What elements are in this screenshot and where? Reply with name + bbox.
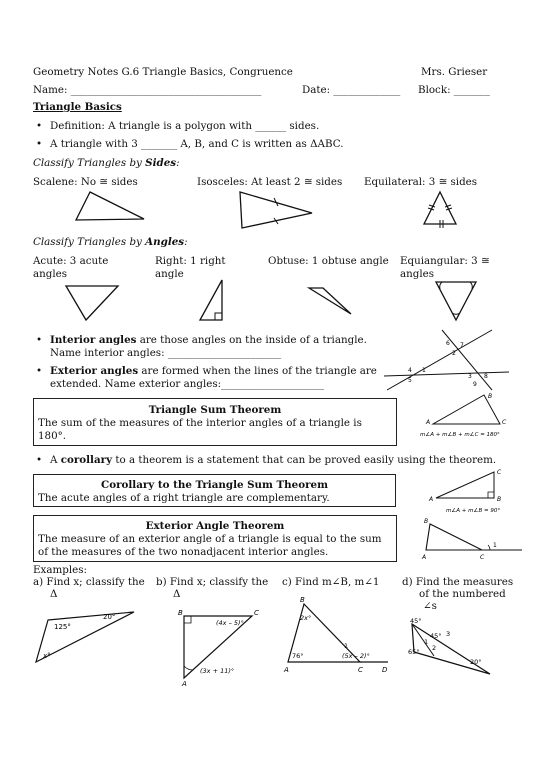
triangle-sum-theorem-line2: 180°. bbox=[38, 430, 67, 442]
right-triangle-figure bbox=[196, 276, 226, 324]
angles-heading: Classify Triangles by Angles: bbox=[33, 236, 188, 248]
ext-thm-label-b: B bbox=[424, 518, 429, 525]
exterior-angle-theorem-line1: The measure of an exterior angle of a triangle is equal to the sum bbox=[38, 533, 382, 545]
sum-label-c: C bbox=[502, 419, 507, 426]
cor-formula: m∠A + m∠B = 90° bbox=[446, 508, 501, 514]
ex-d-label-45a: 45° bbox=[410, 617, 422, 625]
example-b-prompt-line2: Δ bbox=[173, 588, 181, 600]
ext-label-5: 5 bbox=[408, 377, 412, 384]
ex-c-label-d: D bbox=[382, 666, 388, 674]
ex-d-label-1: 1 bbox=[424, 638, 429, 646]
triangle-sum-figure bbox=[418, 390, 528, 440]
example-d-prompt-line3: ∠s bbox=[423, 600, 437, 612]
equiangular-label-line1: Equiangular: 3 ≅ bbox=[400, 255, 490, 267]
interior-angles-prompt: Name interior angles: ______________________ bbox=[50, 347, 282, 359]
block-line: Block: _______ bbox=[418, 84, 490, 96]
exterior-angles-prompt: extended. Name exterior angles:____________________ bbox=[50, 378, 325, 390]
ext-thm-label-1: 1 bbox=[493, 542, 497, 549]
ex-c-label-2x: 2x° bbox=[300, 614, 312, 622]
example-d-figure bbox=[400, 612, 500, 682]
ext-label-1: 1 bbox=[422, 367, 426, 374]
equiangular-label-line2: angles bbox=[400, 268, 435, 280]
example-c-prompt: c) Find m∠B, m∠1 bbox=[282, 576, 380, 588]
ex-b-label-4x: (4x – 5)° bbox=[216, 619, 244, 627]
ex-d-label-65: 65° bbox=[408, 648, 420, 656]
ex-b-label-3x: (3x + 11)° bbox=[200, 667, 235, 675]
ex-c-label-5x: (5x – 2)° bbox=[342, 652, 370, 660]
example-a-figure bbox=[30, 606, 146, 672]
corollary-box bbox=[33, 474, 396, 507]
ext-label-8: 8 bbox=[484, 373, 488, 380]
scalene-label: Scalene: No ≅ sides bbox=[33, 176, 138, 188]
example-d-prompt-line1: d) Find the measures bbox=[402, 576, 514, 588]
date-line: Date: _____________ bbox=[302, 84, 401, 96]
ex-a-label-20: 20° bbox=[103, 613, 116, 621]
ex-c-label-1: 1 bbox=[344, 642, 349, 650]
ex-c-label-c: C bbox=[358, 666, 363, 674]
ext-label-6: 6 bbox=[446, 340, 450, 347]
cor-label-b: B bbox=[497, 496, 502, 503]
sum-formula: m∠A + m∠B + m∠C = 180° bbox=[420, 432, 500, 438]
ex-c-label-a: A bbox=[284, 666, 289, 674]
example-c-figure bbox=[280, 594, 394, 676]
example-a-prompt-line2: Δ bbox=[50, 588, 58, 600]
naming-bullet: • A triangle with 3 _______ A, B, and C is written as ΔABC. bbox=[50, 138, 344, 151]
ext-label-2: 2 bbox=[452, 350, 456, 357]
acute-triangle-figure bbox=[62, 282, 122, 324]
equiangular-triangle-figure bbox=[432, 278, 480, 324]
ext-label-9: 9 bbox=[473, 381, 477, 388]
ex-b-label-c: C bbox=[254, 609, 259, 617]
ex-d-label-2: 2 bbox=[432, 644, 437, 652]
cor-label-c: C bbox=[497, 469, 502, 476]
example-b-prompt-line1: b) Find x; classify the bbox=[156, 576, 269, 588]
example-d-prompt-line2: of the numbered bbox=[419, 588, 506, 600]
example-b-figure bbox=[172, 606, 276, 686]
sum-label-b: B bbox=[488, 393, 493, 400]
triangle-sum-theorem-box bbox=[33, 398, 397, 446]
acute-label-line2: angles bbox=[33, 268, 68, 280]
exterior-angle-theorem-box bbox=[33, 515, 397, 562]
section-heading-basics: Triangle Basics bbox=[33, 101, 122, 113]
exterior-angle-theorem-line2: of the measures of the two nonadjacent interior angles. bbox=[38, 546, 329, 558]
triangle-sum-theorem-line1: The sum of the measures of the interior angles of a triangle is bbox=[38, 417, 362, 429]
obtuse-triangle-figure bbox=[305, 282, 355, 318]
corollary-figure bbox=[426, 466, 526, 516]
page-title: Geometry Notes G.6 Triangle Basics, Congruence bbox=[33, 66, 293, 78]
teacher-name: Mrs. Grieser bbox=[421, 66, 488, 78]
triangle-sum-theorem-title: Triangle Sum Theorem bbox=[148, 404, 282, 416]
ex-d-label-45b: 45° bbox=[430, 632, 442, 640]
ex-c-label-b: B bbox=[300, 596, 305, 604]
definition-bullet: • Definition: A triangle is a polygon with ______ sides. bbox=[50, 120, 319, 133]
ext-thm-label-c: C bbox=[480, 554, 485, 561]
acute-label-line1: Acute: 3 acute bbox=[33, 255, 109, 267]
ex-b-label-a: A bbox=[182, 680, 187, 686]
corollary-title: Corollary to the Triangle Sum Theorem bbox=[101, 479, 328, 491]
obtuse-label: Obtuse: 1 obtuse angle bbox=[268, 255, 389, 267]
corollary-bullet: • A corollary to a theorem is a statement that can be proved easily using the theorem. bbox=[50, 454, 496, 467]
examples-heading: Examples: bbox=[33, 564, 87, 576]
ex-a-label-x: x° bbox=[43, 652, 51, 660]
ex-b-label-b: B bbox=[178, 609, 183, 617]
ext-label-7: 7 bbox=[460, 342, 464, 349]
sum-label-a: A bbox=[426, 419, 431, 426]
scalene-triangle-figure bbox=[70, 186, 150, 226]
ext-thm-label-a: A bbox=[422, 554, 427, 561]
exterior-angles-bullet: • Exterior angles are formed when the lines of the triangle are bbox=[50, 365, 377, 378]
ex-d-label-3: 3 bbox=[446, 630, 451, 638]
name-line: Name: _____________________________________ bbox=[33, 84, 262, 96]
interior-angles-bullet: • Interior angles are those angles on the inside of a triangle. bbox=[50, 334, 367, 347]
isosceles-label: Isosceles: At least 2 ≅ sides bbox=[197, 176, 343, 188]
exterior-angle-figure bbox=[418, 514, 528, 564]
ex-d-label-20: 20° bbox=[470, 658, 482, 666]
equilateral-triangle-figure bbox=[420, 188, 460, 230]
exterior-angle-theorem-title: Exterior Angle Theorem bbox=[145, 520, 285, 532]
ext-label-4: 4 bbox=[408, 367, 412, 374]
isosceles-triangle-figure bbox=[230, 186, 320, 232]
sides-heading: Classify Triangles by Sides: bbox=[33, 157, 180, 169]
right-label-line1: Right: 1 right bbox=[155, 255, 226, 267]
cor-label-a: A bbox=[429, 496, 434, 503]
exterior-angles-figure bbox=[382, 328, 512, 394]
ext-label-3: 3 bbox=[468, 373, 472, 380]
right-label-line2: angle bbox=[155, 268, 184, 280]
equilateral-label: Equilateral: 3 ≅ sides bbox=[364, 176, 478, 188]
ex-a-label-125: 125° bbox=[54, 623, 71, 631]
example-a-prompt-line1: a) Find x; classify the bbox=[33, 576, 145, 588]
ex-c-label-76: 76° bbox=[292, 652, 304, 660]
corollary-body: The acute angles of a right triangle are complementary. bbox=[38, 492, 330, 504]
